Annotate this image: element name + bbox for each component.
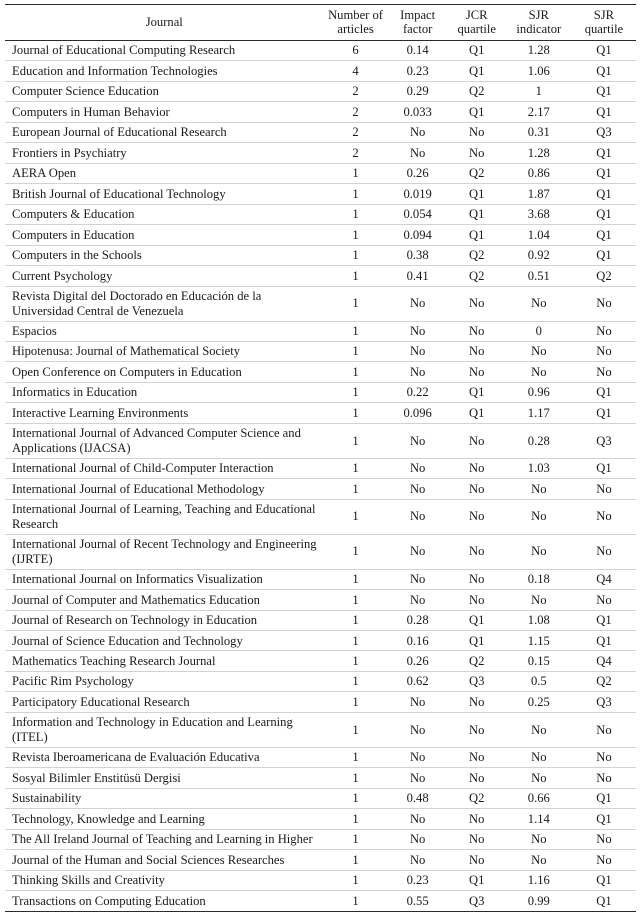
cell-jcr-quartile: Q2 (448, 81, 506, 101)
cell-jcr-quartile: Q1 (448, 184, 506, 204)
cell-impact-factor: No (388, 850, 448, 870)
cell-sjr-quartile: Q1 (572, 610, 636, 630)
cell-jcr-quartile: No (448, 499, 506, 534)
cell-number-of-articles: 1 (324, 458, 388, 478)
cell-number-of-articles: 1 (324, 266, 388, 286)
cell-journal-name: Revista Digital del Doctorado en Educación de la Universidad Central de Venezuela (5, 286, 324, 321)
cell-sjr-quartile: Q1 (572, 382, 636, 402)
cell-journal-name: British Journal of Educational Technology (5, 184, 324, 204)
cell-impact-factor: 0.62 (388, 671, 448, 691)
cell-number-of-articles: 1 (324, 362, 388, 382)
cell-impact-factor: No (388, 362, 448, 382)
cell-sjr-quartile: No (572, 768, 636, 788)
cell-jcr-quartile: Q1 (448, 382, 506, 402)
cell-journal-name: Thinking Skills and Creativity (5, 870, 324, 890)
cell-impact-factor: No (388, 712, 448, 747)
cell-journal-name: Open Conference on Computers in Education (5, 362, 324, 382)
cell-journal-name: Sustainability (5, 788, 324, 808)
cell-impact-factor: No (388, 321, 448, 341)
cell-sjr-quartile: No (572, 590, 636, 610)
cell-jcr-quartile: No (448, 534, 506, 569)
cell-jcr-quartile: Q1 (448, 225, 506, 245)
table-row (5, 40, 636, 60)
cell-journal-name: Sosyal Bilimler Enstitüsü Dergisi (5, 768, 324, 788)
cell-number-of-articles: 1 (324, 225, 388, 245)
cell-impact-factor: 0.23 (388, 870, 448, 890)
cell-sjr-quartile: No (572, 321, 636, 341)
cell-jcr-quartile: Q2 (448, 651, 506, 671)
cell-sjr-quartile: Q1 (572, 788, 636, 808)
cell-jcr-quartile: Q1 (448, 61, 506, 81)
cell-impact-factor: No (388, 590, 448, 610)
cell-journal-name: Revista Iberoamericana de Evaluación Educativa (5, 747, 324, 767)
cell-sjr-quartile: No (572, 534, 636, 569)
cell-impact-factor: No (388, 692, 448, 712)
cell-sjr-quartile: Q1 (572, 61, 636, 81)
cell-sjr-indicator: No (506, 534, 572, 569)
cell-jcr-quartile: Q3 (448, 671, 506, 691)
cell-journal-name: Education and Information Technologies (5, 61, 324, 81)
cell-sjr-indicator: 1 (506, 81, 572, 101)
cell-journal-name: Pacific Rim Psychology (5, 671, 324, 691)
cell-number-of-articles: 1 (324, 712, 388, 747)
cell-sjr-indicator: 1.06 (506, 61, 572, 81)
cell-sjr-indicator: 1.87 (506, 184, 572, 204)
cell-sjr-indicator: 1.16 (506, 870, 572, 890)
cell-sjr-quartile: Q1 (572, 40, 636, 60)
table-row (5, 534, 636, 569)
cell-impact-factor: 0.26 (388, 651, 448, 671)
cell-sjr-quartile: No (572, 341, 636, 361)
cell-sjr-indicator: 0 (506, 321, 572, 341)
cell-number-of-articles: 1 (324, 245, 388, 265)
cell-journal-name: Mathematics Teaching Research Journal (5, 651, 324, 671)
cell-impact-factor: No (388, 499, 448, 534)
cell-jcr-quartile: Q1 (448, 40, 506, 60)
cell-sjr-indicator: No (506, 286, 572, 321)
cell-sjr-quartile: Q1 (572, 102, 636, 122)
cell-journal-name: Journal of Research on Technology in Education (5, 610, 324, 630)
cell-sjr-quartile: Q1 (572, 870, 636, 890)
cell-number-of-articles: 1 (324, 479, 388, 499)
cell-journal-name: Information and Technology in Education and Learning (ITEL) (5, 712, 324, 747)
cell-journal-name: International Journal of Child-Computer Interaction (5, 458, 324, 478)
table-row (5, 631, 636, 651)
cell-number-of-articles: 1 (324, 341, 388, 361)
cell-sjr-quartile: Q1 (572, 163, 636, 183)
cell-number-of-articles: 1 (324, 163, 388, 183)
cell-number-of-articles: 1 (324, 382, 388, 402)
cell-sjr-indicator: 1.14 (506, 809, 572, 829)
table-row (5, 362, 636, 382)
cell-number-of-articles: 1 (324, 204, 388, 224)
table-row (5, 163, 636, 183)
cell-jcr-quartile: No (448, 321, 506, 341)
cell-jcr-quartile: Q3 (469, 893, 485, 908)
table-row (5, 81, 636, 101)
cell-impact-factor: No (388, 829, 448, 849)
cell-number-of-articles: 1 (324, 671, 388, 691)
cell-jcr-quartile: No (448, 712, 506, 747)
cell-journal-name: The All Ireland Journal of Teaching and Learning in Higher (5, 829, 324, 849)
cell-jcr-quartile: No (448, 569, 506, 589)
table-row (5, 671, 636, 691)
cell-sjr-quartile: No (572, 479, 636, 499)
table-row (5, 850, 636, 870)
cell-impact-factor: No (388, 534, 448, 569)
table-row (5, 321, 636, 341)
table-row (5, 122, 636, 142)
cell-impact-factor: 0.48 (388, 788, 448, 808)
table-row (5, 788, 636, 808)
cell-journal-name: Computers & Education (5, 204, 324, 224)
cell-impact-factor: 0.26 (388, 163, 448, 183)
cell-impact-factor: 0.23 (388, 61, 448, 81)
cell-sjr-quartile: Q1 (572, 143, 636, 163)
cell-journal-name: European Journal of Educational Research (5, 122, 324, 142)
cell-jcr-quartile: No (448, 143, 506, 163)
cell-number-of-articles: 4 (324, 61, 388, 81)
cell-sjr-quartile: Q3 (572, 692, 636, 712)
cell-journal-name: Journal of the Human and Social Sciences Researches (5, 850, 324, 870)
cell-journal-name: Espacios (5, 321, 324, 341)
cell-journal-name: International Journal of Recent Technology and Engineering (IJRTE) (5, 534, 324, 569)
header-row (5, 5, 636, 41)
cell-number-of-articles: 1 (324, 534, 388, 569)
cell-sjr-indicator: No (506, 768, 572, 788)
cell-jcr-quartile: No (448, 829, 506, 849)
cell-sjr-quartile: Q1 (572, 225, 636, 245)
table-row (5, 286, 636, 321)
cell-sjr-quartile: No (572, 286, 636, 321)
cell-sjr-quartile: Q1 (572, 809, 636, 829)
cell-number-of-articles: 1 (324, 403, 388, 423)
table-row (5, 204, 636, 224)
cell-number-of-articles: 1 (324, 499, 388, 534)
cell-number-of-articles: 1 (324, 423, 388, 458)
cell-journal-name: Current Psychology (5, 266, 324, 286)
cell-journal-name: Transactions on Computing Education (12, 893, 206, 908)
cell-journal-name: Technology, Knowledge and Learning (5, 809, 324, 829)
cell-number-of-articles: 1 (324, 321, 388, 341)
cell-sjr-indicator: 1.04 (506, 225, 572, 245)
cell-jcr-quartile: Q1 (448, 102, 506, 122)
table-row (5, 747, 636, 767)
cell-jcr-quartile: No (448, 479, 506, 499)
cell-number-of-articles: 1 (324, 870, 388, 890)
cell-impact-factor: No (388, 143, 448, 163)
journals-table (5, 4, 636, 912)
cell-impact-factor: 0.054 (388, 204, 448, 224)
cell-jcr-quartile: No (448, 809, 506, 829)
cell-jcr-quartile: No (448, 341, 506, 361)
cell-jcr-quartile: No (448, 768, 506, 788)
cell-number-of-articles: 2 (324, 122, 388, 142)
cell-number-of-articles: 1 (324, 850, 388, 870)
cell-sjr-indicator: 3.68 (506, 204, 572, 224)
cell-number-of-articles: 1 (324, 747, 388, 767)
table-row (5, 891, 636, 911)
column-header-impact-factor: Impact factor (388, 5, 448, 41)
cell-jcr-quartile: No (448, 458, 506, 478)
table-row (5, 712, 636, 747)
table-row (5, 870, 636, 890)
table-row (5, 403, 636, 423)
cell-sjr-indicator: No (506, 590, 572, 610)
cell-sjr-quartile: No (572, 499, 636, 534)
cell-impact-factor: No (388, 768, 448, 788)
cell-jcr-quartile: No (448, 286, 506, 321)
cell-journal-name: Computer Science Education (5, 81, 324, 101)
cell-impact-factor: No (388, 286, 448, 321)
cell-jcr-quartile: No (448, 362, 506, 382)
cell-sjr-indicator: 1.28 (506, 143, 572, 163)
cell-sjr-indicator: 0.92 (506, 245, 572, 265)
cell-jcr-quartile: No (448, 692, 506, 712)
cell-sjr-quartile: Q4 (572, 569, 636, 589)
cell-sjr-indicator: 2.17 (506, 102, 572, 122)
cell-journal-name: Journal of Computer and Mathematics Education (5, 590, 324, 610)
cell-impact-factor: 0.38 (388, 245, 448, 265)
cell-sjr-quartile: Q1 (572, 631, 636, 651)
column-header-number-of-articles: Number of articles (324, 5, 388, 41)
cell-sjr-quartile: No (572, 747, 636, 767)
cell-journal-name: Informatics in Education (5, 382, 324, 402)
cell-journal-name: International Journal on Informatics Visualization (5, 569, 324, 589)
cell-jcr-quartile: No (448, 850, 506, 870)
cell-impact-factor: No (388, 479, 448, 499)
table-row (5, 692, 636, 712)
cell-sjr-indicator: 1.08 (506, 610, 572, 630)
cell-sjr-quartile: Q1 (572, 245, 636, 265)
cell-sjr-quartile: Q1 (572, 403, 636, 423)
cell-number-of-articles: 1 (352, 893, 359, 908)
cell-sjr-indicator: 0.51 (506, 266, 572, 286)
cell-journal-name: Computers in Education (5, 225, 324, 245)
cell-number-of-articles: 1 (324, 590, 388, 610)
cell-impact-factor: No (388, 341, 448, 361)
table-row (5, 382, 636, 402)
cell-sjr-indicator: 0.86 (506, 163, 572, 183)
table-row (5, 458, 636, 478)
cell-impact-factor: 0.16 (388, 631, 448, 651)
cell-sjr-quartile: No (572, 829, 636, 849)
cell-impact-factor: No (388, 423, 448, 458)
table-row (5, 499, 636, 534)
cell-jcr-quartile: No (448, 590, 506, 610)
cell-journal-name: International Journal of Advanced Computer Science and Applications (IJACSA) (5, 423, 324, 458)
cell-jcr-quartile: No (448, 747, 506, 767)
cell-jcr-quartile: Q2 (448, 163, 506, 183)
cell-impact-factor: 0.55 (406, 893, 429, 908)
cell-number-of-articles: 1 (324, 631, 388, 651)
cell-number-of-articles: 1 (324, 829, 388, 849)
cell-sjr-indicator: 0.99 (527, 893, 550, 908)
cell-jcr-quartile: Q2 (448, 245, 506, 265)
cell-impact-factor: No (388, 747, 448, 767)
cell-sjr-indicator: 0.15 (506, 651, 572, 671)
table-row (5, 266, 636, 286)
cell-impact-factor: 0.033 (388, 102, 448, 122)
table-row (5, 768, 636, 788)
cell-impact-factor: No (388, 122, 448, 142)
cell-sjr-quartile: No (572, 362, 636, 382)
cell-impact-factor: 0.019 (388, 184, 448, 204)
cell-sjr-indicator: 0.28 (506, 423, 572, 458)
cell-number-of-articles: 2 (324, 102, 388, 122)
cell-journal-name: Journal of Educational Computing Research (5, 40, 324, 60)
cell-sjr-indicator: No (506, 747, 572, 767)
table-row (5, 569, 636, 589)
cell-sjr-indicator: No (506, 479, 572, 499)
cell-sjr-quartile: Q3 (572, 423, 636, 458)
table-row (5, 341, 636, 361)
table-row (5, 590, 636, 610)
cell-jcr-quartile: Q1 (448, 204, 506, 224)
cell-sjr-indicator: No (506, 341, 572, 361)
column-header-sjr-quartile: SJR quartile (572, 5, 636, 41)
cell-impact-factor: No (388, 458, 448, 478)
cell-number-of-articles: 1 (324, 184, 388, 204)
cell-impact-factor: 0.41 (388, 266, 448, 286)
cell-number-of-articles: 1 (324, 610, 388, 630)
table-row (5, 423, 636, 458)
cell-sjr-indicator: No (506, 362, 572, 382)
cell-number-of-articles: 1 (324, 768, 388, 788)
column-header-sjr-indicator: SJR indicator (506, 5, 572, 41)
cell-sjr-indicator: No (506, 850, 572, 870)
cell-sjr-quartile: Q1 (572, 458, 636, 478)
cell-journal-name: AERA Open (5, 163, 324, 183)
cell-sjr-indicator: 0.5 (506, 671, 572, 691)
cell-number-of-articles: 1 (324, 692, 388, 712)
cell-number-of-articles: 1 (324, 788, 388, 808)
cell-sjr-quartile: No (572, 850, 636, 870)
cell-sjr-indicator: 1.28 (506, 40, 572, 60)
cell-sjr-indicator: 1.17 (506, 403, 572, 423)
cell-journal-name: Participatory Educational Research (5, 692, 324, 712)
cell-impact-factor: No (388, 809, 448, 829)
cell-journal-name: Journal of Science Education and Technology (5, 631, 324, 651)
cell-number-of-articles: 2 (324, 81, 388, 101)
cell-sjr-indicator: No (506, 712, 572, 747)
cell-impact-factor: 0.22 (388, 382, 448, 402)
cell-impact-factor: No (388, 569, 448, 589)
cell-impact-factor: 0.094 (388, 225, 448, 245)
table-header (5, 5, 636, 41)
cell-sjr-indicator: 0.66 (506, 788, 572, 808)
cell-journal-name: Frontiers in Psychiatry (5, 143, 324, 163)
cell-journal-name: Computers in the Schools (5, 245, 324, 265)
table-row (5, 245, 636, 265)
table-row (5, 225, 636, 245)
table-body (5, 40, 636, 911)
table-row (5, 479, 636, 499)
cell-journal-name: International Journal of Educational Methodology (5, 479, 324, 499)
cell-sjr-quartile: Q2 (572, 671, 636, 691)
cell-jcr-quartile: Q1 (448, 870, 506, 890)
cell-sjr-indicator: 0.96 (506, 382, 572, 402)
cell-impact-factor: 0.28 (388, 610, 448, 630)
cell-jcr-quartile: Q2 (448, 788, 506, 808)
cell-number-of-articles: 1 (324, 809, 388, 829)
cell-impact-factor: 0.096 (388, 403, 448, 423)
table-row (5, 809, 636, 829)
table-row (5, 829, 636, 849)
table-row (5, 184, 636, 204)
cell-jcr-quartile: No (448, 423, 506, 458)
cell-sjr-quartile: Q1 (572, 184, 636, 204)
cell-number-of-articles: 1 (324, 651, 388, 671)
cell-number-of-articles: 6 (324, 40, 388, 60)
cell-sjr-quartile: Q1 (572, 204, 636, 224)
table-row (5, 610, 636, 630)
column-header-jcr-quartile: JCR quartile (448, 5, 506, 41)
cell-journal-name: Interactive Learning Environments (5, 403, 324, 423)
cell-sjr-indicator: 1.03 (506, 458, 572, 478)
cell-sjr-indicator: No (506, 829, 572, 849)
cell-sjr-quartile: No (572, 712, 636, 747)
cell-sjr-quartile: Q4 (572, 651, 636, 671)
cell-jcr-quartile: Q1 (448, 610, 506, 630)
cell-sjr-indicator: 0.31 (506, 122, 572, 142)
cell-journal-name: International Journal of Learning, Teaching and Educational Research (5, 499, 324, 534)
cell-sjr-quartile: Q1 (596, 893, 612, 908)
column-header-journal: Journal (5, 5, 324, 41)
cell-impact-factor: 0.29 (388, 81, 448, 101)
cell-sjr-indicator: 0.18 (506, 569, 572, 589)
table-row (5, 102, 636, 122)
cell-sjr-indicator: 1.15 (506, 631, 572, 651)
cell-number-of-articles: 1 (324, 286, 388, 321)
table-row (5, 143, 636, 163)
cell-number-of-articles: 1 (324, 569, 388, 589)
cell-number-of-articles: 2 (324, 143, 388, 163)
table-row (5, 61, 636, 81)
cell-journal-name: Hipotenusa: Journal of Mathematical Society (5, 341, 324, 361)
cell-sjr-quartile: Q3 (572, 122, 636, 142)
cell-jcr-quartile: No (448, 122, 506, 142)
table-row (5, 651, 636, 671)
cell-jcr-quartile: Q1 (448, 631, 506, 651)
cell-journal-name: Computers in Human Behavior (5, 102, 324, 122)
cell-impact-factor: 0.14 (388, 40, 448, 60)
cell-sjr-quartile: Q2 (572, 266, 636, 286)
cell-jcr-quartile: Q2 (448, 266, 506, 286)
cell-sjr-quartile: Q1 (572, 81, 636, 101)
cell-sjr-indicator: 0.25 (506, 692, 572, 712)
cell-jcr-quartile: Q1 (448, 403, 506, 423)
cell-sjr-indicator: No (506, 499, 572, 534)
